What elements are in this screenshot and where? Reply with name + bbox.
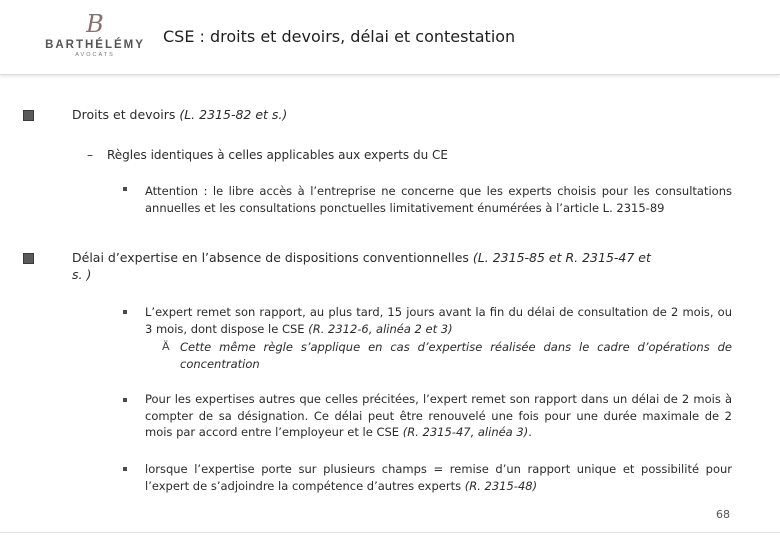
slide-title: CSE : droits et devoirs, délai et contestation: [163, 27, 516, 46]
bullet-reference: (R. 2315-48): [464, 478, 538, 493]
section-heading-reference: (L. 2315-82 et s.): [179, 107, 288, 122]
small-square-bullet-icon: [123, 310, 127, 314]
sub-item-rules: Règles identiques à celles applicables aux experts du CE: [107, 148, 448, 162]
section-heading-rights: [72, 106, 287, 123]
section-heading-label: Délai d’expertise en l’absence de dispositions conventionnelles: [72, 250, 473, 265]
small-square-bullet-icon: [123, 467, 127, 471]
footer-divider: [0, 532, 780, 533]
page-number: 68: [716, 508, 730, 521]
bullet-text: L’expert remet son rapport, au plus tard, 15 jours avant la fin du délai de consultation de 2 mois, ou 3 mois, dont dispose le CSE: [145, 305, 732, 336]
bullet-multiple-fields: [145, 461, 732, 494]
square-bullet-icon: [23, 110, 34, 121]
bullet-reference: (R. 2315-47, alinéa 3): [402, 425, 529, 439]
small-square-bullet-icon: [123, 398, 127, 402]
bullet-other-expertises: [145, 391, 732, 441]
section-heading-delay: [72, 249, 732, 266]
bullet-reference: (R. 2312-6, alinéa 2 et 3): [308, 321, 453, 336]
slide-header: [0, 0, 780, 75]
logo-name: BARTHÉLÉMY: [45, 39, 145, 51]
bullet-end: .: [528, 425, 532, 439]
section-heading-label: Droits et devoirs: [72, 107, 180, 122]
logo-monogram: B: [86, 10, 104, 38]
small-square-bullet-icon: [123, 187, 127, 191]
section-heading-reference-cont: s. ): [72, 267, 92, 282]
bullet-text: Pour les expertises autres que celles précitées, l’expert remet son rapport dans un délai de 2 mois à compter de sa désignation. Ce délai peut être renouvelé une fois pour une durée maximale de 2 mois par accord entre l’employeur et le CSE: [145, 392, 732, 439]
bullet-attention: Attention : le libre accès à l’entreprise ne concerne que les experts choisis pour les consultations annuelles et les consultations ponctuelles limitativement énumérées à l’article L. 2315-89: [145, 184, 732, 215]
section-heading-reference: (L. 2315-85 et R. 2315-47 et: [472, 250, 651, 265]
dash-bullet-icon: –: [87, 148, 93, 162]
firm-logo: [40, 12, 150, 64]
bullet-expert-report: [145, 304, 732, 337]
bullet-note-concentration: Cette même règle s’applique en cas d’expertise réalisée dans le cadre d’opérations de concentration: [180, 340, 732, 371]
arrow-bullet-icon: Ä: [162, 340, 170, 353]
logo-subtitle: AVOCATS: [75, 52, 115, 58]
square-bullet-icon: [23, 253, 34, 264]
bullet-text: lorsque l’expertise porte sur plusieurs champs = remise d’un rapport unique et possibilité pour l’expert de s’adjoindre la compétence d’autres experts: [145, 462, 732, 493]
